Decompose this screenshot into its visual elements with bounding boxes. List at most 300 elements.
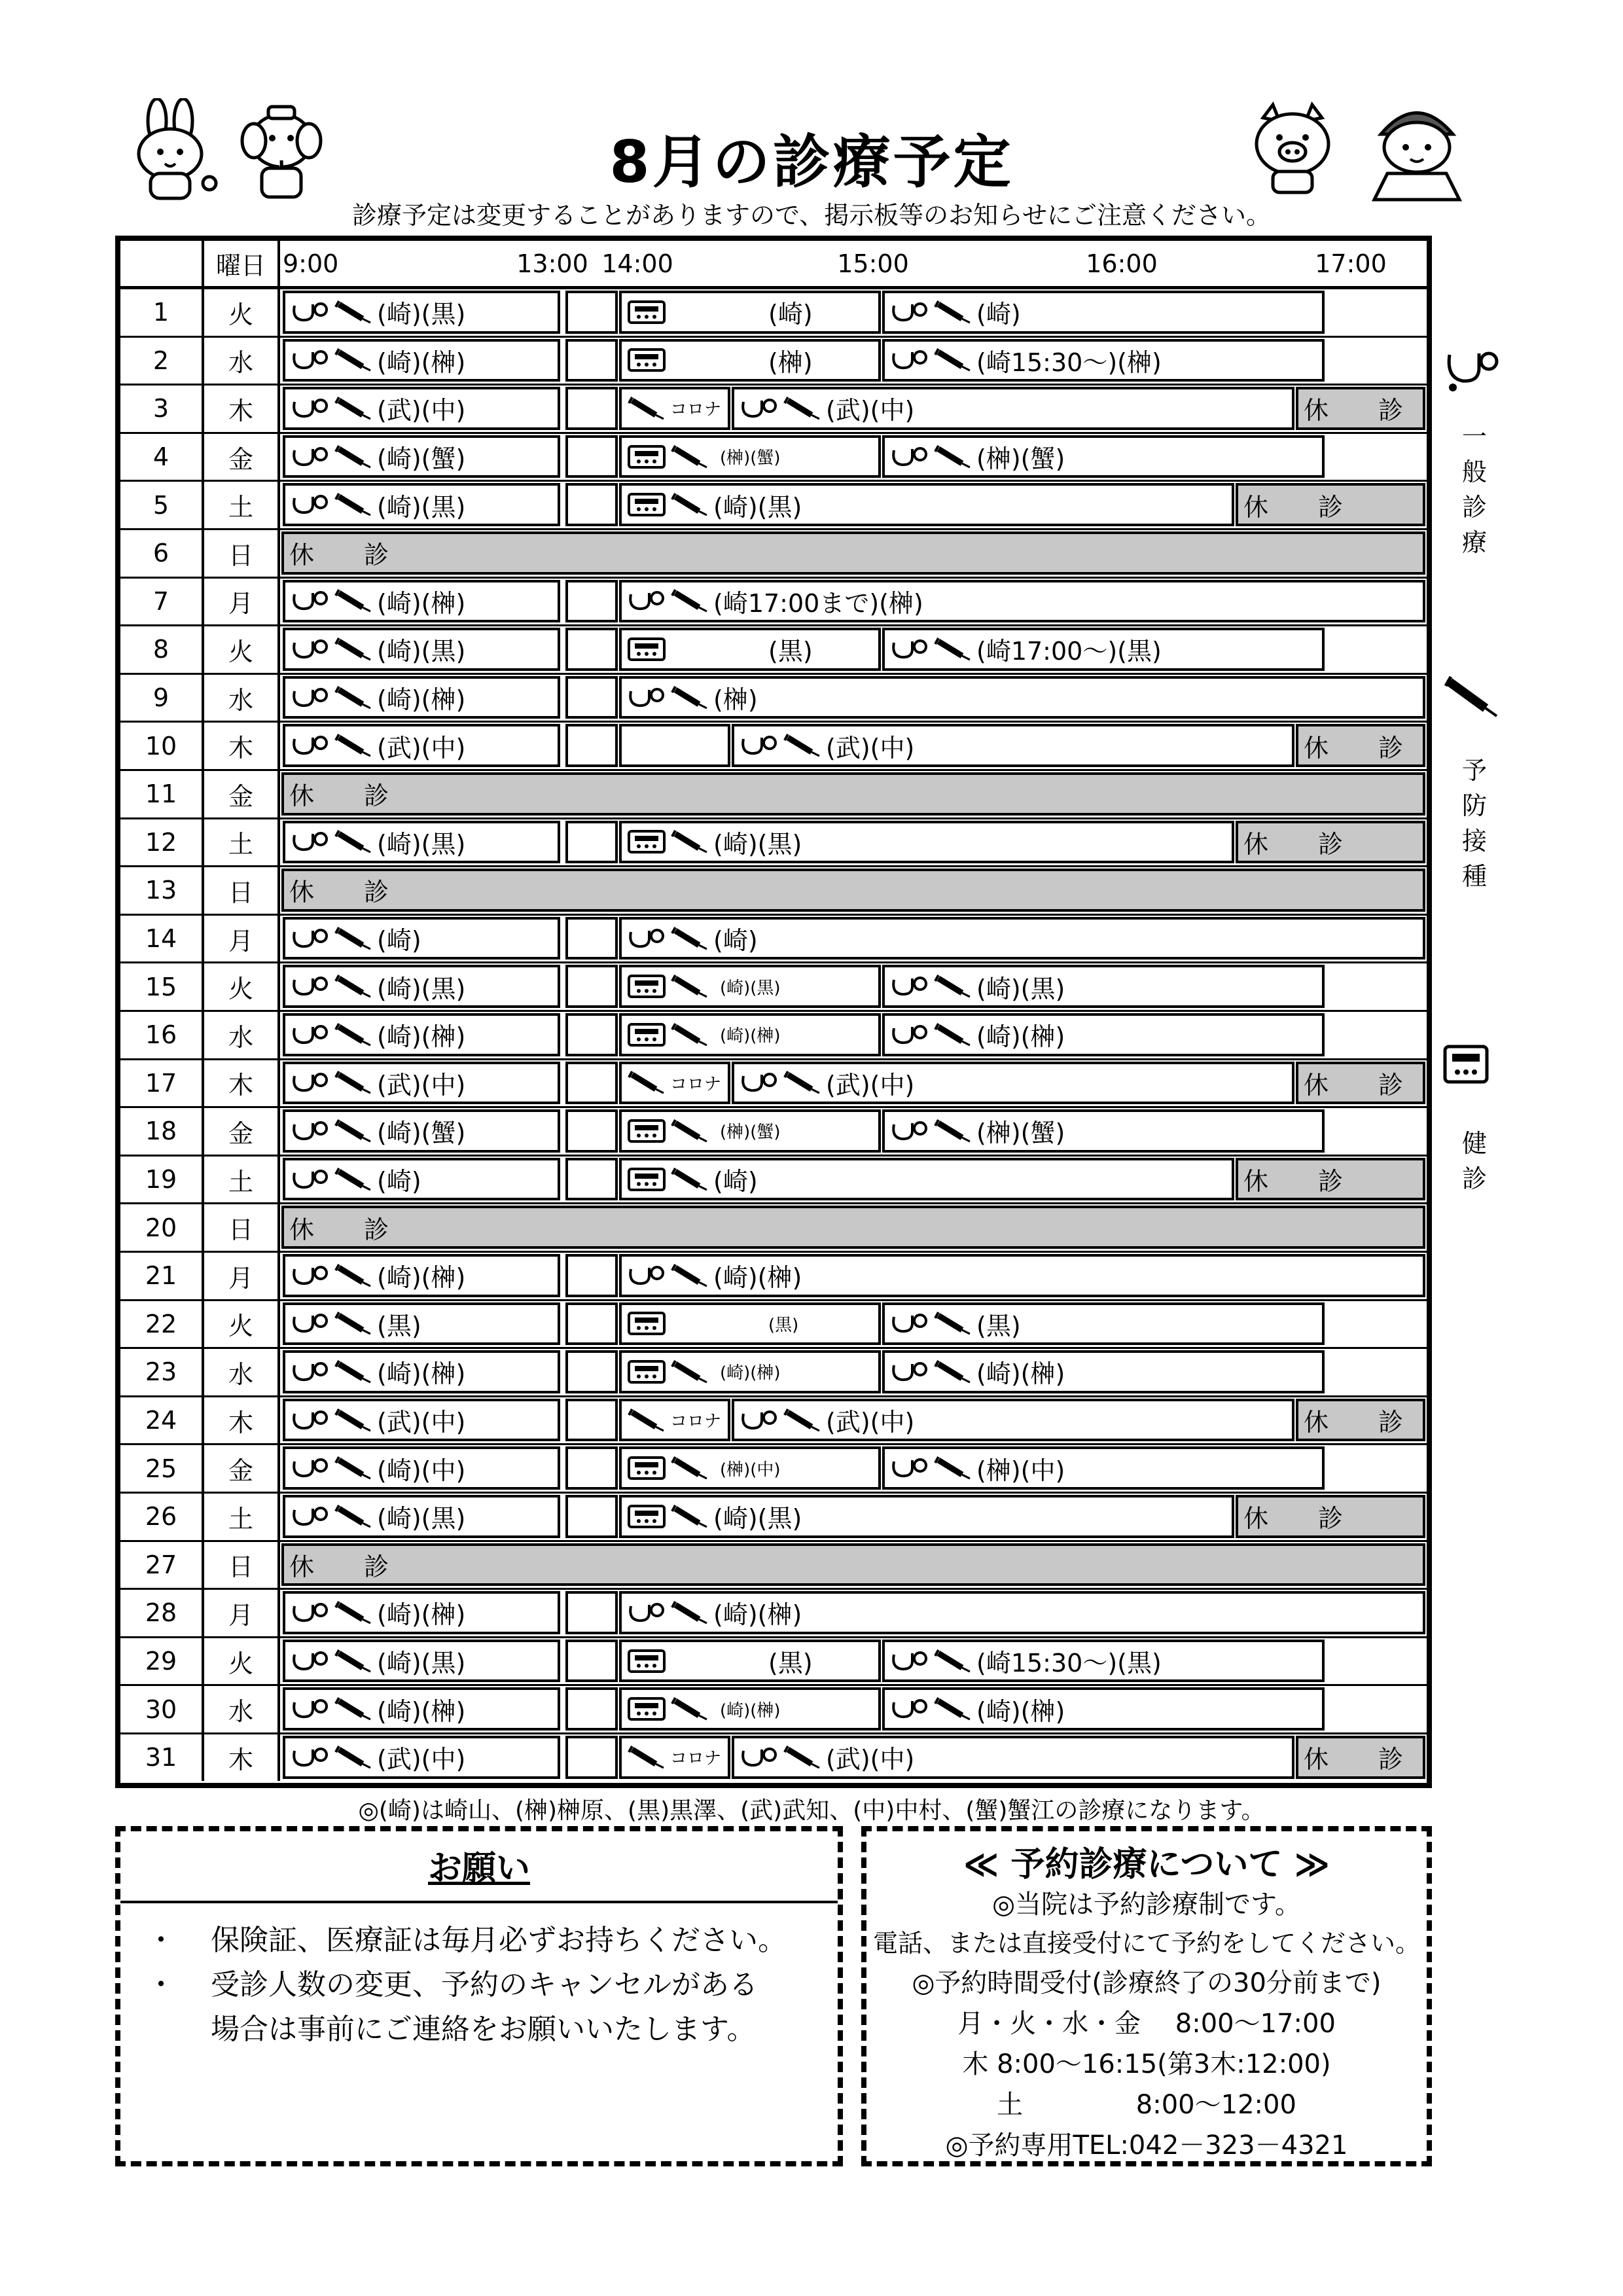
checkup-scale-icon [627,1503,666,1530]
afternoon-doctors: (崎) [713,1167,758,1196]
break-slot [565,1399,618,1442]
morning-slot [283,965,560,1008]
syringe-icon [670,685,709,711]
afternoon-doctors: (崎)(榊) [713,1600,802,1630]
afternoon-doctors: (榊)(蟹) [976,1119,1065,1148]
weekday: 木 [204,1060,280,1107]
corona-vaccine-label: コロナ [670,1412,722,1432]
break-slot [565,580,618,623]
table-row [120,1445,1427,1494]
syringe-icon [1443,674,1502,720]
closed-label: 休 診 [1243,492,1344,522]
page-subtitle: 診療予定は変更することがありますので、掲示板等のお知らせにご注意ください。 [351,201,1272,230]
syringe-icon [334,492,373,518]
weekday: 木 [204,1734,280,1781]
afternoon-slot [882,1640,1325,1683]
break-slot [565,628,618,671]
closed-slot [1236,483,1425,526]
weekday: 火 [204,963,280,1010]
syringe-icon [670,1022,709,1048]
table-row [120,1157,1427,1205]
table-row [120,675,1427,723]
afternoon-doctors: (榊) [713,685,758,715]
checkup-scale-icon [627,1455,666,1481]
morning-slot [283,483,560,526]
checkup-slot [619,339,881,382]
checkup-slot [619,965,881,1008]
morning-doctors: (崎)(榊) [377,1600,466,1630]
closed-day [281,869,1425,912]
syringe-icon [670,492,709,518]
weekday: 火 [204,1301,280,1348]
weekday: 火 [204,626,280,673]
day-number: 28 [120,1590,204,1636]
syringe-icon [334,299,373,325]
morning-doctors: (崎)(榊) [377,1359,466,1389]
day-number: 10 [120,723,204,769]
table-row [120,1397,1427,1446]
header-time-1400: 14:00 [601,249,673,278]
day-number: 20 [120,1204,204,1251]
checkup-doctors: (榊)(中) [720,1460,781,1480]
checkup-doctors: (崎)(榊) [720,1363,781,1384]
afternoon-doctors: (崎17:00～)(黒) [976,637,1162,666]
syringe-icon [670,973,709,999]
weekday: 月 [204,579,280,625]
morning-doctors: (崎)(黒) [377,1649,466,1678]
reservation-line: ◎当院は予約診療制です。 [992,1890,1301,1920]
afternoon-slot [882,1109,1325,1153]
reservation-title: ≪ 予約診療について ≫ [963,1845,1330,1884]
table-row [120,1108,1427,1157]
day-number: 26 [120,1494,204,1540]
morning-doctors: (黒) [377,1311,421,1340]
stethoscope-icon [291,1455,330,1481]
table-row [120,1349,1427,1397]
checkup-slot [619,1109,881,1153]
side-label-checkup: 健 診 [1461,1129,1487,1193]
table-row [120,1734,1427,1783]
day-number: 14 [120,916,204,962]
closed-label: 休 診 [1243,1504,1344,1534]
closed-label: 休 診 [1304,1745,1404,1774]
stethoscope-icon [291,732,330,759]
break-slot [565,1687,618,1731]
syringe-icon [334,636,373,662]
morning-slot [283,628,560,671]
table-header [120,241,1427,289]
reservation-box [861,1826,1432,2166]
afternoon-slot [619,917,1425,960]
reservation-phone: ◎予約専用TEL:042－323－4321 [945,2130,1348,2161]
table-row [120,819,1427,868]
corona-vaccine-slot [619,387,730,430]
syringe-icon [334,925,373,952]
morning-slot [283,724,560,767]
syringe-icon [627,1744,666,1770]
syringe-icon [933,1359,972,1385]
stethoscope-icon [890,444,929,470]
checkup-scale-icon [627,492,666,518]
morning-slot [283,1109,560,1153]
header-time-1500: 15:00 [837,249,909,278]
stethoscope-icon [627,588,666,614]
checkup-slot [619,1640,881,1683]
afternoon-slot [619,580,1425,623]
corona-vaccine-label: コロナ [670,1074,722,1094]
table-row [120,626,1427,675]
checkup-doctors: (榊)(蟹) [720,1122,781,1143]
syringe-icon [670,1263,709,1289]
afternoon-slot [882,1013,1325,1056]
afternoon-slot [882,628,1325,671]
stethoscope-icon [740,1744,779,1770]
afternoon-slot [882,435,1325,478]
stethoscope-icon [291,1310,330,1336]
syringe-icon [334,1310,373,1336]
closed-slot [1296,387,1425,430]
table-row [120,1686,1427,1734]
day-number: 16 [120,1012,204,1058]
closed-label: 休 診 [289,1215,389,1244]
afternoon-doctors: (崎)(榊) [713,1263,802,1293]
closed-slot [1296,1736,1425,1779]
afternoon-slot [882,339,1325,382]
closed-label: 休 診 [289,781,389,811]
stethoscope-icon [291,925,330,952]
checkup-doctors: (崎)(黒) [720,978,781,998]
syringe-icon [933,1118,972,1144]
break-slot [565,676,618,719]
reservation-hours-thursday: 木 8:00～16:15(第3木:12:00) [962,2049,1331,2079]
morning-doctors: (崎)(中) [377,1456,466,1485]
day-number: 12 [120,819,204,866]
table-row [120,386,1427,434]
table-row [120,723,1427,771]
stethoscope-icon [627,925,666,952]
morning-doctors: (武)(中) [377,1745,466,1774]
stethoscope-icon [291,1648,330,1674]
stethoscope-icon [890,347,929,373]
afternoon-slot [882,1350,1325,1393]
doctor-legend: ◎(崎)は崎山、(榊)榊原、(黒)黒澤、(武)武知、(中)中村、(蟹)蟹江の診療になります。 [358,1797,1265,1824]
table-row [120,289,1427,338]
day-number: 17 [120,1060,204,1107]
closed-label: 休 診 [289,878,389,907]
syringe-icon [933,973,972,999]
checkup-scale-icon [627,636,666,662]
checkup-slot [619,1495,1234,1538]
morning-slot [283,821,560,864]
closed-label: 休 診 [1243,1167,1344,1196]
break-slot [565,1591,618,1634]
afternoon-slot [882,291,1325,334]
syringe-icon [670,1166,709,1193]
afternoon-doctors: (武)(中) [826,396,915,425]
reservation-line: 電話、または直接受付にて予約をしてください。 [872,1929,1420,1958]
morning-slot [283,1591,560,1634]
syringe-icon [783,732,822,759]
stethoscope-icon [291,347,330,373]
break-slot [565,1736,618,1779]
syringe-icon [783,395,822,422]
morning-slot [283,1062,560,1105]
afternoon-doctors: (黒) [976,1311,1021,1340]
afternoon-doctors: (榊)(蟹) [976,444,1065,474]
syringe-icon [783,1744,822,1770]
stethoscope-icon [291,395,330,422]
syringe-icon [334,1696,373,1722]
morning-doctors: (崎)(蟹) [377,444,466,474]
day-number: 2 [120,338,204,384]
morning-slot [283,1158,560,1201]
syringe-icon [627,1407,666,1433]
weekday: 月 [204,1590,280,1636]
syringe-icon [783,1407,822,1433]
afternoon-slot [732,387,1294,430]
notice-title: お願い [427,1849,530,1888]
weekday: 金 [204,1108,280,1155]
syringe-icon [627,395,666,422]
checkup-doctors: (榊) [768,348,813,377]
stethoscope-icon [627,1263,666,1289]
closed-slot [1236,1158,1425,1201]
morning-doctors: (崎) [377,1167,421,1196]
syringe-icon [334,1166,373,1193]
checkup-scale-icon [627,1166,666,1193]
table-row [120,1012,1427,1060]
notice-item: 受診人数の変更、予約のキャンセルがある [211,1968,758,2001]
stethoscope-icon [890,1648,929,1674]
checkup-slot [619,291,881,334]
afternoon-slot [882,1687,1325,1731]
morning-doctors: (崎)(黒) [377,829,466,859]
morning-doctors: (武)(中) [377,1070,466,1100]
stethoscope-icon [890,1359,929,1385]
closed-label: 休 診 [289,541,389,570]
afternoon-doctors: (榊)(中) [976,1456,1065,1485]
weekday: 水 [204,1349,280,1395]
checkup-slot [619,1302,881,1346]
checkup-doctors: (黒) [768,1649,813,1678]
day-number: 13 [120,867,204,914]
checkup-scale-icon [627,1696,666,1722]
syringe-icon [933,1648,972,1674]
syringe-icon [334,347,373,373]
closed-slot [1296,1399,1425,1442]
break-slot [565,965,618,1008]
stethoscope-icon [291,636,330,662]
syringe-icon [783,1069,822,1096]
table-row [120,1060,1427,1109]
morning-doctors: (崎)(黒) [377,300,466,329]
day-number: 21 [120,1253,204,1299]
header-time-1300: 13:00 [516,249,588,278]
closed-label: 休 診 [1304,1070,1404,1100]
afternoon-doctors: (崎)(榊) [976,1359,1065,1389]
stethoscope-icon [740,732,779,759]
checkup-doctors: (黒) [768,637,813,666]
stethoscope-icon [890,636,929,662]
checkup-scale-icon [627,1648,666,1674]
afternoon-doctors: (崎15:30～)(榊) [976,348,1162,377]
syringe-icon [334,1118,373,1144]
syringe-icon [933,1455,972,1481]
afternoon-slot [619,1591,1425,1634]
morning-doctors: (武)(中) [377,396,466,425]
stethoscope-icon [291,444,330,470]
checkup-scale-icon [627,347,666,373]
side-label-general: 一 般 診 療 [1461,422,1487,557]
closed-slot [1296,724,1425,767]
checkup-slot [619,1013,881,1056]
afternoon-doctors: (崎15:30～)(黒) [976,1649,1162,1678]
syringe-icon [670,588,709,614]
table-row [120,338,1427,386]
syringe-icon [334,1744,373,1770]
afternoon-doctors: (武)(中) [826,1070,915,1100]
closed-day [281,1543,1425,1587]
morning-slot [283,676,560,719]
afternoon-doctors: (崎) [713,926,758,956]
break-slot [565,1350,618,1393]
checkup-slot [619,821,1234,864]
stethoscope-icon [291,1600,330,1626]
stethoscope-icon [890,1022,929,1048]
notice-item: 保険証、医療証は毎月必ずお持ちください。 [211,1924,787,1957]
break-slot [565,483,618,526]
stethoscope-icon [291,1022,330,1048]
afternoon-slot [619,1254,1425,1297]
weekday: 日 [204,1204,280,1251]
afternoon-slot [732,1399,1294,1442]
day-number: 19 [120,1157,204,1203]
stethoscope-icon [740,395,779,422]
morning-doctors: (崎) [377,926,421,956]
table-row [120,963,1427,1012]
weekday: 土 [204,1494,280,1540]
notice-box [115,1826,843,2166]
break-slot [565,435,618,478]
stethoscope-icon [740,1407,779,1433]
syringe-icon [334,1022,373,1048]
syringe-icon [670,1455,709,1481]
table-row [120,1253,1427,1301]
break-slot [565,1446,618,1490]
checkup-scale-icon [627,1118,666,1144]
syringe-icon [670,1118,709,1144]
morning-doctors: (崎)(榊) [377,588,466,618]
closed-label: 休 診 [1304,1408,1404,1437]
corona-vaccine-label: コロナ [670,1749,722,1769]
stethoscope-icon [890,973,929,999]
syringe-icon [334,395,373,422]
reservation-hours-saturday: 土 8:00～12:00 [997,2090,1296,2120]
morning-slot [283,917,560,960]
syringe-icon [933,1696,972,1722]
table-row [120,1590,1427,1638]
corona-vaccine-label: コロナ [670,400,722,420]
syringe-icon [334,1503,373,1530]
break-slot [565,291,618,334]
syringe-icon [334,829,373,855]
afternoon-doctors: (崎)(榊) [976,1022,1065,1052]
morning-doctors: (崎)(榊) [377,1022,466,1052]
day-number: 11 [120,771,204,817]
stethoscope-icon [291,1696,330,1722]
syringe-icon [933,1310,972,1336]
syringe-icon [933,347,972,373]
morning-doctors: (崎)(蟹) [377,1119,466,1148]
morning-slot [283,435,560,478]
day-number: 5 [120,482,204,528]
weekday: 日 [204,867,280,914]
syringe-icon [334,685,373,711]
morning-doctors: (武)(中) [377,733,466,762]
day-number: 4 [120,434,204,480]
day-number: 25 [120,1445,204,1492]
stethoscope-icon [291,1359,330,1385]
morning-doctors: (崎)(黒) [377,492,466,522]
syringe-icon [670,444,709,470]
stethoscope-icon [627,1600,666,1626]
morning-doctors: (崎)(榊) [377,1696,466,1726]
table-row [120,916,1427,964]
day-number: 29 [120,1638,204,1685]
closed-label: 休 診 [1243,829,1344,859]
break-slot [565,724,618,767]
afternoon-doctors: (崎)(黒) [713,1504,802,1534]
checkup-doctors: (榊)(蟹) [720,448,781,469]
table-row [120,1542,1427,1590]
break-slot [565,1158,618,1201]
day-number: 6 [120,530,204,577]
afternoon-slot [732,1062,1294,1105]
stethoscope-icon [291,588,330,614]
afternoon-doctors: (武)(中) [826,1408,915,1437]
checkup-doctors: (崎)(榊) [720,1026,781,1047]
break-slot [565,1013,618,1056]
schedule-table [115,236,1432,1788]
morning-doctors: (崎)(黒) [377,974,466,1003]
syringe-icon [334,1407,373,1433]
stethoscope-icon [291,973,330,999]
checkup-slot [619,1446,881,1490]
closed-slot [1236,1495,1425,1538]
day-number: 18 [120,1108,204,1155]
checkup-scale-icon [627,1310,666,1336]
corona-vaccine-slot [619,1736,730,1779]
side-label-vaccine: 予 防 接 種 [1461,756,1487,891]
stethoscope-icon [890,1455,929,1481]
syringe-icon [334,444,373,470]
syringe-icon [334,1069,373,1096]
table-row [120,579,1427,627]
break-slot [565,1062,618,1105]
syringe-icon [334,732,373,759]
morning-doctors: (崎)(榊) [377,1263,466,1293]
afternoon-doctors: (崎)(黒) [713,829,802,859]
weekday: 月 [204,916,280,962]
checkup-slot [619,1350,881,1393]
syringe-icon [334,1359,373,1385]
stethoscope-icon [291,1069,330,1096]
morning-slot [283,387,560,430]
closed-slot [1296,1062,1425,1105]
checkup-scale-icon [1443,1045,1489,1084]
stethoscope-icon [291,1503,330,1530]
checkup-scale-icon [627,829,666,855]
